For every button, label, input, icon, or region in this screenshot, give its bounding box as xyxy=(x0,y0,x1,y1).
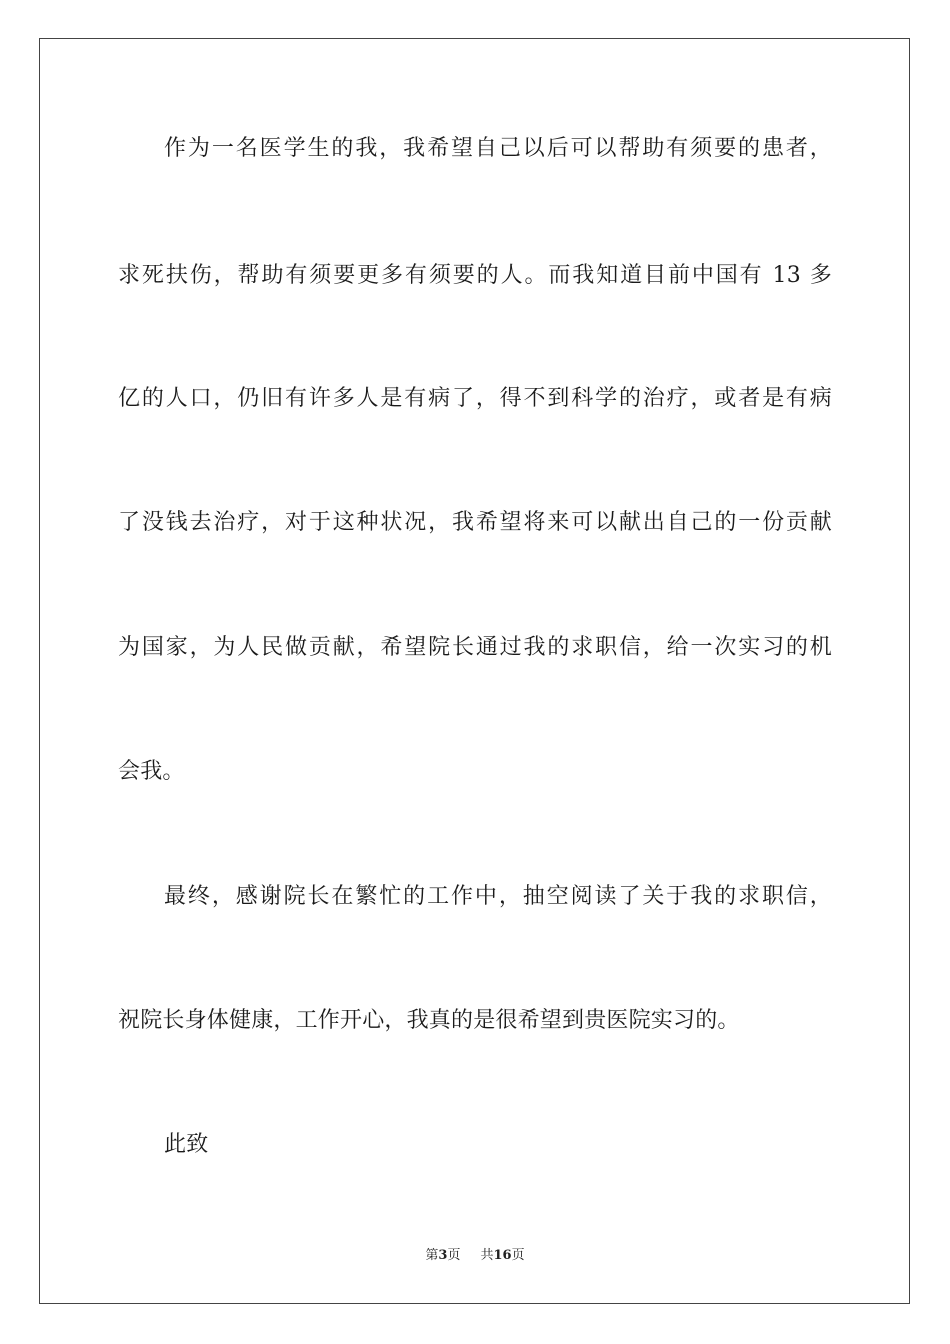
total-suffix: 页 xyxy=(511,1248,525,1263)
page-footer xyxy=(0,1247,950,1265)
page-current: 3 xyxy=(438,1248,448,1263)
paragraph-1-line-1: 作为一名医学生的我，我希望自己以后可以帮助有须要的患者， xyxy=(164,136,832,161)
paragraph-1-line-2: 求死扶伤，帮助有须要更多有须要的人。而我知道目前中国有 13 多 xyxy=(118,263,832,288)
page-suffix: 页 xyxy=(447,1248,461,1263)
paragraph-1-line-4: 了没钱去治疗，对于这种状况，我希望将来可以献出自己的一份贡献 xyxy=(118,510,832,535)
paragraph-1-line-6: 会我。 xyxy=(118,759,185,784)
paragraph-1-line-5: 为国家，为人民做贡献，希望院长通过我的求职信，给一次实习的机 xyxy=(118,635,832,660)
total-prefix: 共 xyxy=(480,1248,494,1263)
paragraph-2-line-2: 祝院长身体健康，工作开心，我真的是很希望到贵医院实习的。 xyxy=(118,1008,740,1033)
paragraph-2-line-1: 最终，感谢院长在繁忙的工作中，抽空阅读了关于我的求职信， xyxy=(164,884,832,909)
page-total: 16 xyxy=(493,1248,512,1263)
page-prefix: 第 xyxy=(425,1248,439,1263)
page-border xyxy=(39,38,910,1304)
closing-salutation: 此致 xyxy=(164,1132,209,1157)
paragraph-1-line-3: 亿的人口，仍旧有许多人是有病了，得不到科学的治疗，或者是有病 xyxy=(118,386,832,411)
